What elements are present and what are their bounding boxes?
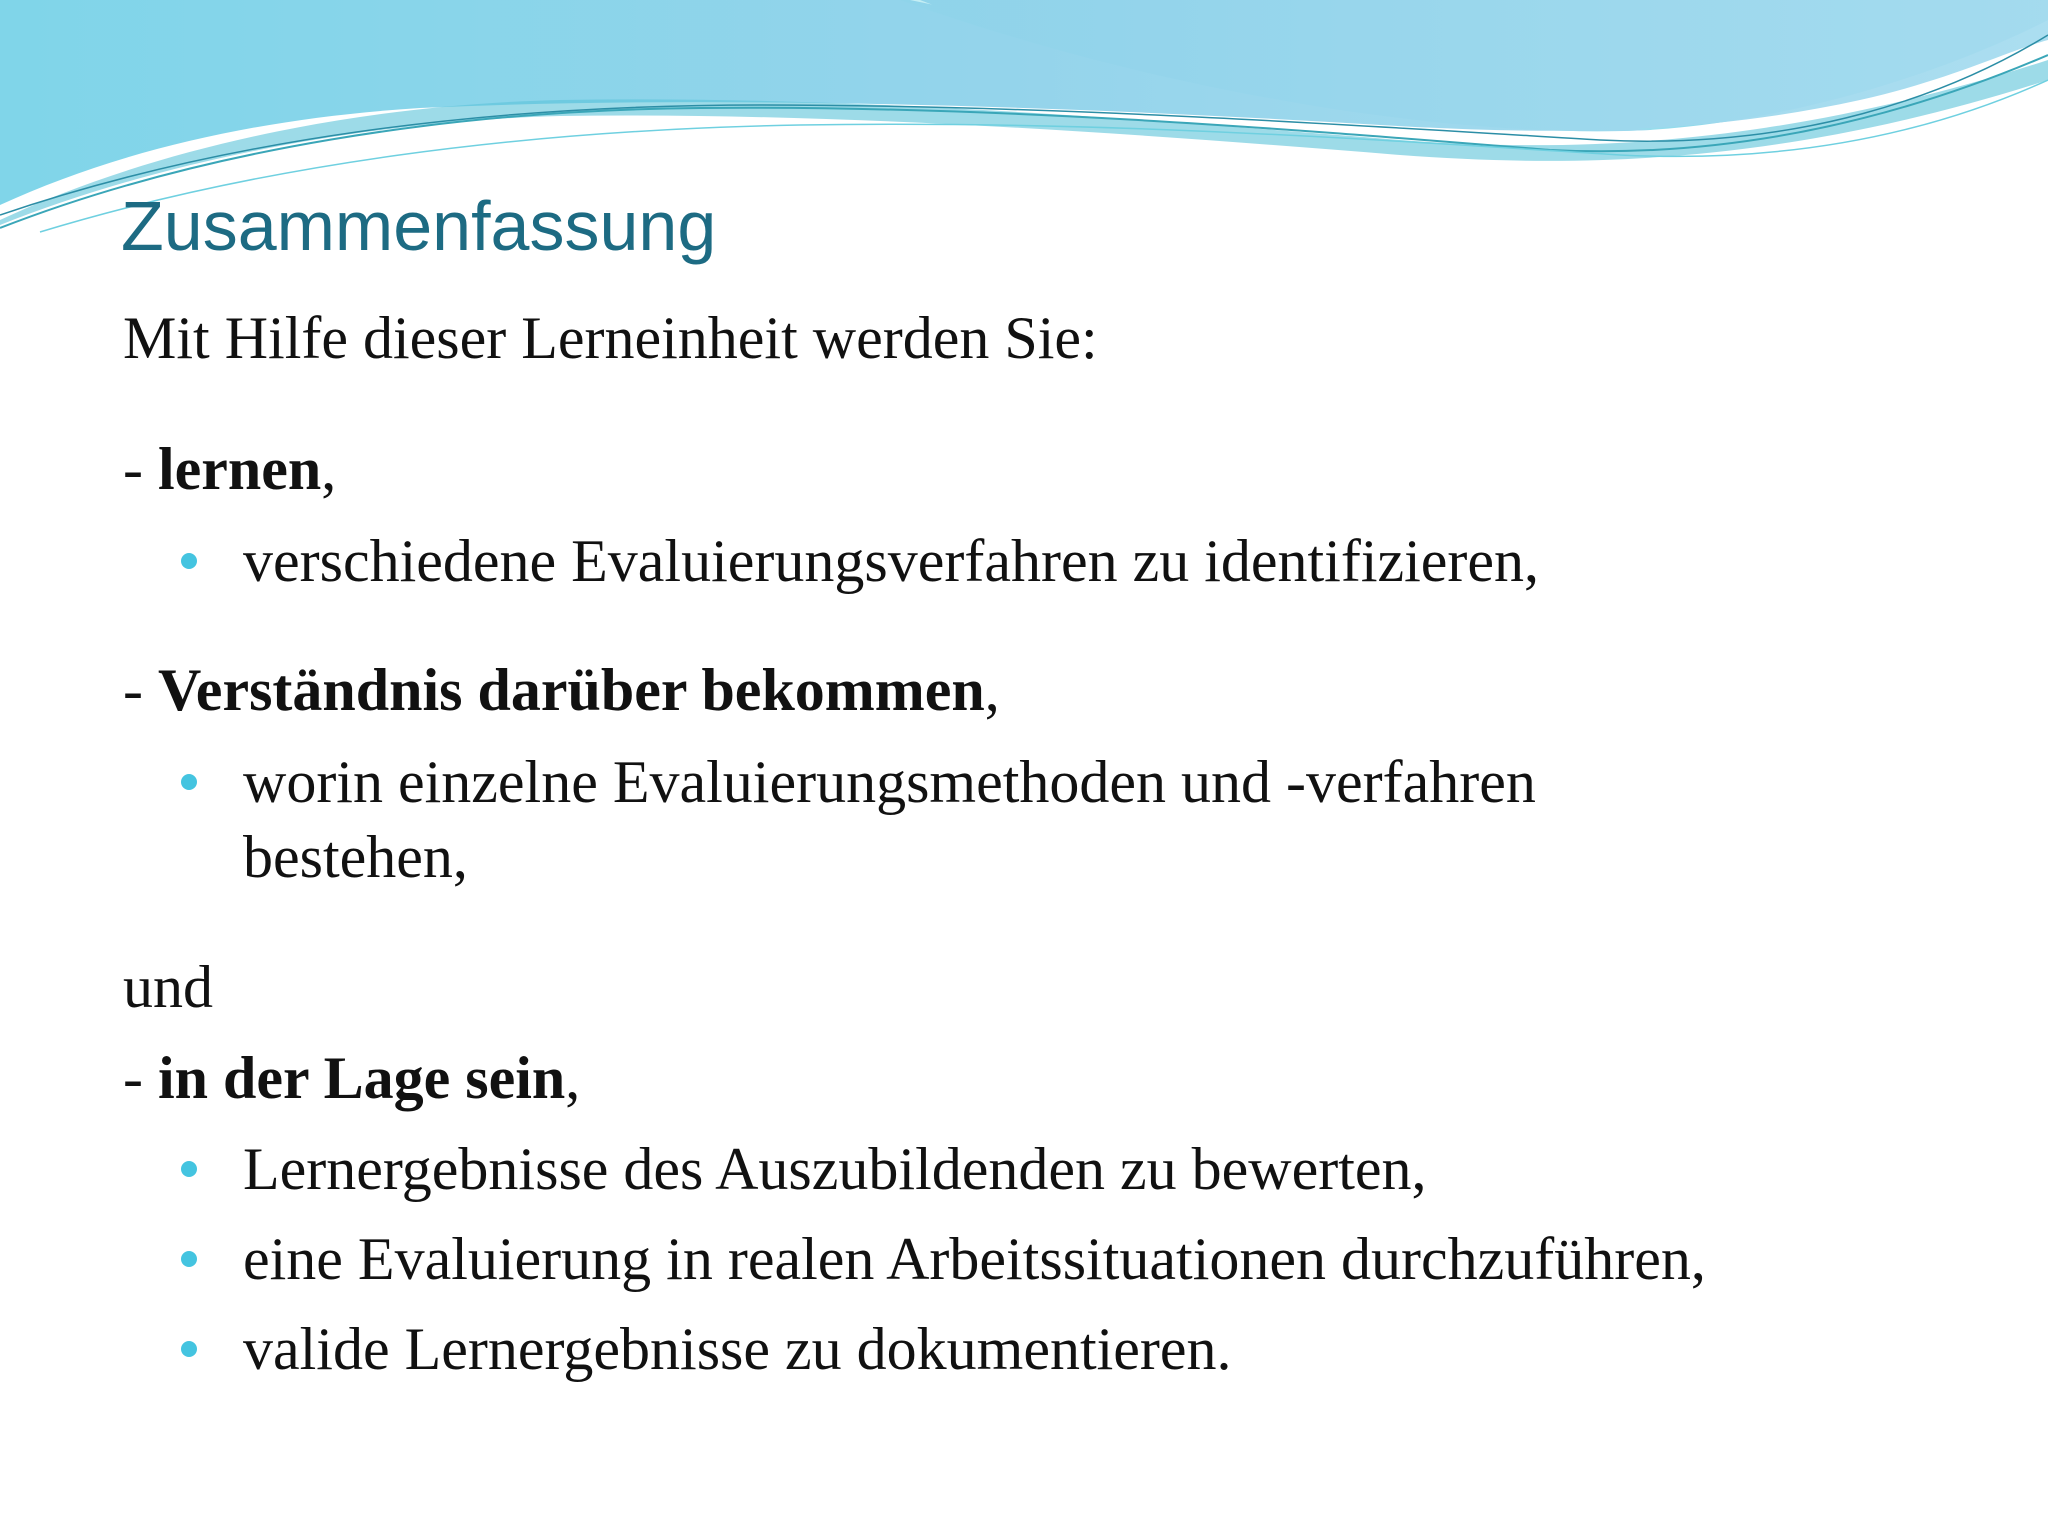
section-heading-verstaendnis bbox=[123, 655, 1000, 725]
bullet-dot-icon bbox=[181, 1251, 197, 1267]
section-heading-lernen bbox=[123, 434, 336, 504]
bullet-dot-icon bbox=[181, 553, 197, 569]
dash: - bbox=[123, 657, 158, 723]
heading-bold: Verständnis darüber bekommen bbox=[157, 657, 985, 723]
dash: - bbox=[123, 436, 158, 502]
heading-suffix: , bbox=[565, 1045, 581, 1111]
bullet-item: eine Evaluierung in realen Arbeitssituationen durchzuführen, bbox=[243, 1226, 1706, 1292]
bullet-item-line2: bestehen, bbox=[243, 824, 468, 890]
bullet-dot-icon bbox=[181, 1161, 197, 1177]
heading-bold: in der Lage sein bbox=[157, 1045, 566, 1111]
connector-text: und bbox=[123, 954, 213, 1020]
intro-text: Mit Hilfe dieser Lerneinheit werden Sie: bbox=[123, 305, 1098, 371]
bullet-item: verschiedene Evaluierungsverfahren zu identifizieren, bbox=[243, 528, 1540, 594]
slide-title: Zusammenfassung bbox=[121, 187, 717, 265]
bullet-item-line1: worin einzelne Evaluierungsmethoden und -verfahren bbox=[243, 749, 1536, 815]
bullet-item: Lernergebnisse des Auszubildenden zu bewerten, bbox=[243, 1136, 1427, 1202]
dash: - bbox=[123, 1045, 158, 1111]
bullet-item: valide Lernergebnisse zu dokumentieren. bbox=[243, 1316, 1232, 1382]
bullet-dot-icon bbox=[181, 1341, 197, 1357]
heading-bold: lernen bbox=[157, 436, 322, 502]
bullet-dot-icon bbox=[181, 774, 197, 790]
heading-suffix: , bbox=[984, 657, 1000, 723]
section-heading-lage bbox=[123, 1043, 580, 1113]
heading-suffix: , bbox=[321, 436, 337, 502]
